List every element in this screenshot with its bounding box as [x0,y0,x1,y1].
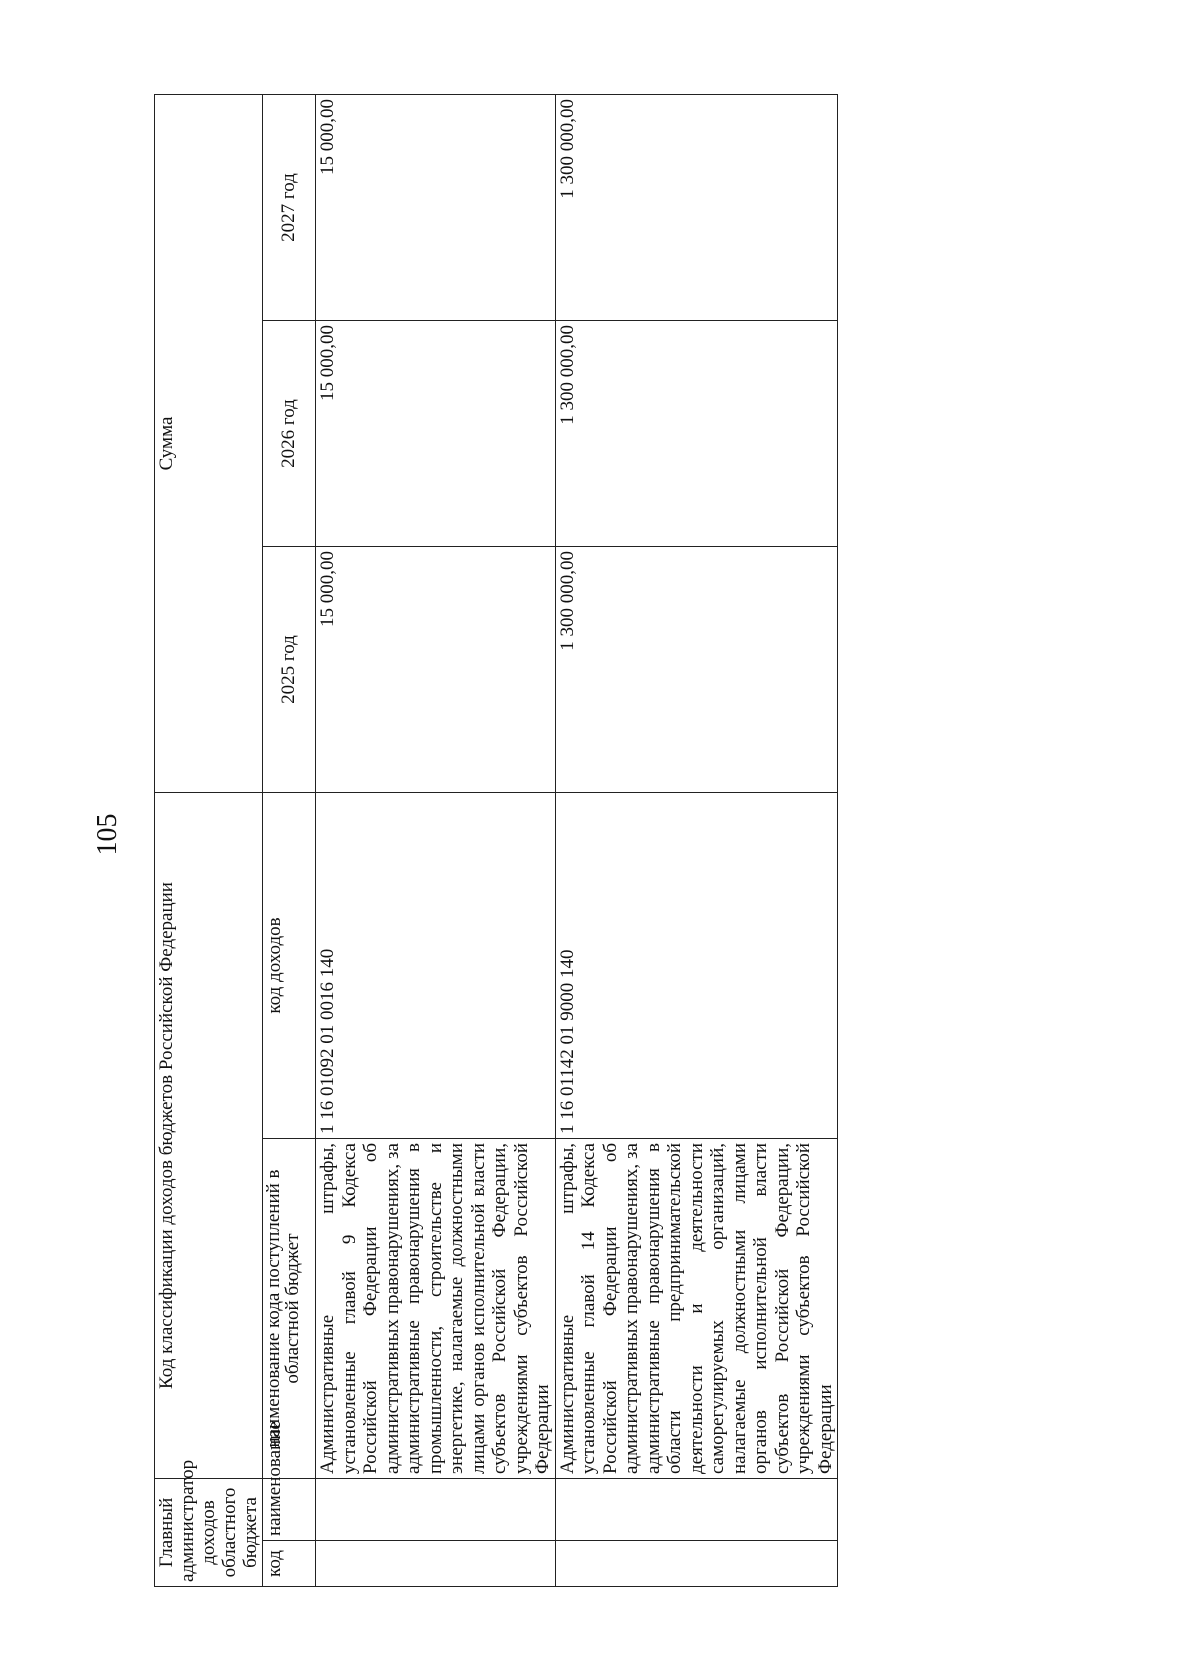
header-name: наименование [263,1479,316,1541]
row-income-name: Административные штрафы, установленные главой 9 Кодекса Российской Федерации об административных правонарушениях, за административные правонарушения в промышленности, строительстве и энергетике, налагаемые должностными лицами органов исполнительной власти субъектов Российской Федерации, учреждениями субъектов Российской Федерации [316,1139,556,1479]
header-code: код [263,1541,316,1587]
table-row [316,95,556,1587]
row-sum-2026: 15 000,00 [316,321,556,547]
row-admin-name [555,1479,838,1541]
row-sum-2026: 1 300 000,00 [555,321,838,547]
header-year-2026: 2026 год [263,321,316,547]
row-admin-code [316,1541,556,1587]
header-year-2025: 2025 год [263,547,316,793]
row-income-name: Административные штрафы, установленные главой 14 Кодекса Российской Федерации об административных правонарушениях, за административные правонарушения в области предпринимательской деятельности и деятельности саморегулируемых организаций, налагаемые должностными лицами органов исполнительной власти субъектов Российской Федерации, учреждениями субъектов Российской Федерации [555,1139,838,1479]
row-sum-2025: 15 000,00 [316,547,556,793]
header-row-columns [263,95,316,1587]
header-classification-group: Код классификации доходов бюджетов Российской Федерации [155,793,263,1479]
revenue-table [154,94,838,1587]
row-sum-2025: 1 300 000,00 [555,547,838,793]
row-sum-2027: 1 300 000,00 [555,95,838,321]
row-income-code: 1 16 01142 01 9000 140 [555,793,838,1139]
header-admin-group: Главный администратор доходов областного бюджета [155,1479,263,1587]
row-admin-name [316,1479,556,1541]
header-sum-group: Сумма [155,95,263,793]
row-income-code: 1 16 01092 01 0016 140 [316,793,556,1139]
header-income-name: наименование кода поступлений в областной бюджет [263,1139,316,1479]
header-row-groups [155,95,263,1587]
row-sum-2027: 15 000,00 [316,95,556,321]
header-year-2027: 2027 год [263,95,316,321]
row-admin-code [555,1541,838,1587]
table-row [555,95,838,1587]
header-income-code: код доходов [263,793,316,1139]
page-number: 105 [92,813,123,856]
